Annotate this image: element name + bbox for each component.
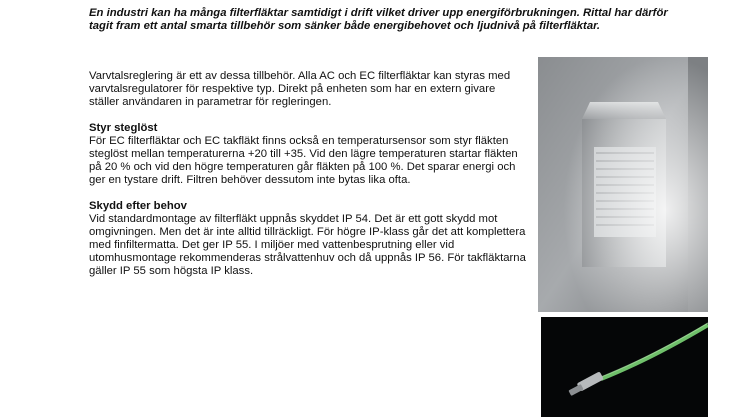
intro-text: En industri kan ha många filterfläktar samtidigt i drift vilket driver upp energiförbrukningen. Rittal har därför tagit fram ett antal smarta tillbehör som sänker både energibehovet och ljudnivå på filterfläktar. — [89, 7, 668, 32]
temperature-sensor-photo — [541, 317, 708, 417]
paragraph-stepless: För EC filterfläktar och EC takfläkt finns också en temperatursensor som styr fläkten steglöst mellan temperaturerna +20 till +35. Vid den lägre temperaturen startar fläkten på 20 % och vid den högre temperaturen går fläkten på 100 %. Det sparar energi och ger en tystare drift. Filtren behöver dessutom inte bytas lika ofta. — [89, 135, 518, 186]
heading-stepless: Styr steglöst — [89, 122, 158, 134]
heading-protection: Skydd efter behov — [89, 200, 187, 212]
paragraph-protection: Vid standardmontage av filterfläkt uppnås skyddet IP 54. Det är ett gott skydd mot omgivningen. Men det är inte alltid tillräckligt. För högre IP-klass går det att komplettera med finfiltermatta. Det ger IP 55. I miljöer med vattenbesprutning eller vid utomhusmontage rekommenderas strålvattenhuv och då uppnås IP 56. För takfläktarna gäller IP 55 som högsta IP klass. — [89, 213, 526, 277]
filter-fan-photo — [538, 57, 708, 312]
body-column — [89, 70, 527, 278]
paragraph-speed-control: Varvtalsreglering är ett av dessa tillbehör. Alla AC och EC filterfläktar kan styras med varvtalsregulatorer för respektive typ. Direkt på enheten som har en extern givare ställer användaren in parametrar för regleringen. — [89, 70, 511, 108]
